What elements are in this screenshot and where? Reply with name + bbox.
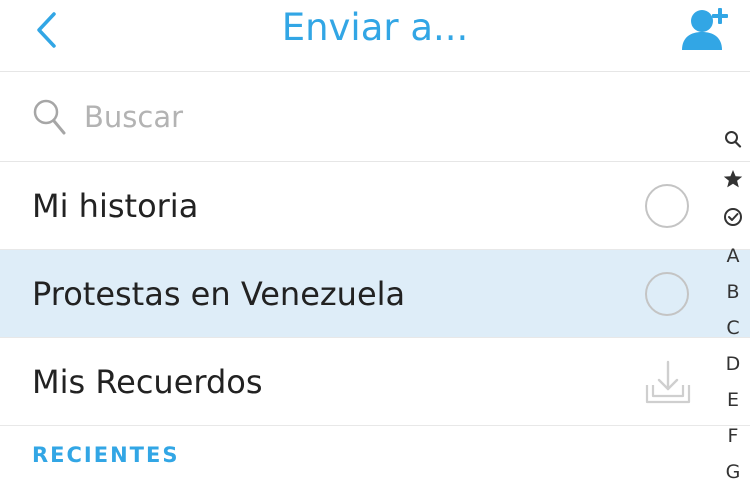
search-input[interactable]: [84, 96, 604, 138]
select-radio[interactable]: [645, 184, 689, 228]
index-search-icon[interactable]: [724, 130, 742, 148]
list-item-mi-historia[interactable]: [0, 162, 750, 250]
list-item-label: Protestas en Venezuela: [32, 275, 406, 313]
list-item-label: Mi historia: [32, 187, 199, 225]
list-item-mis-recuerdos[interactable]: [0, 338, 750, 426]
download-icon[interactable]: [644, 359, 692, 405]
index-letter[interactable]: D: [725, 353, 741, 375]
index-star-icon[interactable]: [723, 169, 743, 189]
add-friend-icon: [680, 6, 732, 52]
section-header-recientes: RECIENTES: [32, 443, 180, 467]
select-radio[interactable]: [645, 272, 689, 316]
search-icon: [32, 98, 68, 136]
index-letter[interactable]: A: [726, 245, 740, 267]
index-letter[interactable]: B: [726, 281, 740, 303]
page-title: Enviar a...: [281, 6, 469, 49]
search-bar: [0, 72, 750, 162]
list-item-protestas[interactable]: [0, 250, 750, 338]
top-bar: [0, 0, 750, 72]
index-letter[interactable]: C: [726, 317, 740, 339]
index-letter[interactable]: G: [725, 461, 741, 483]
add-friend-button[interactable]: [680, 6, 732, 52]
index-letter[interactable]: F: [727, 425, 739, 447]
list-item-label: Mis Recuerdos: [32, 363, 263, 401]
index-letter[interactable]: E: [726, 389, 739, 411]
index-check-circle-icon[interactable]: [723, 207, 743, 227]
